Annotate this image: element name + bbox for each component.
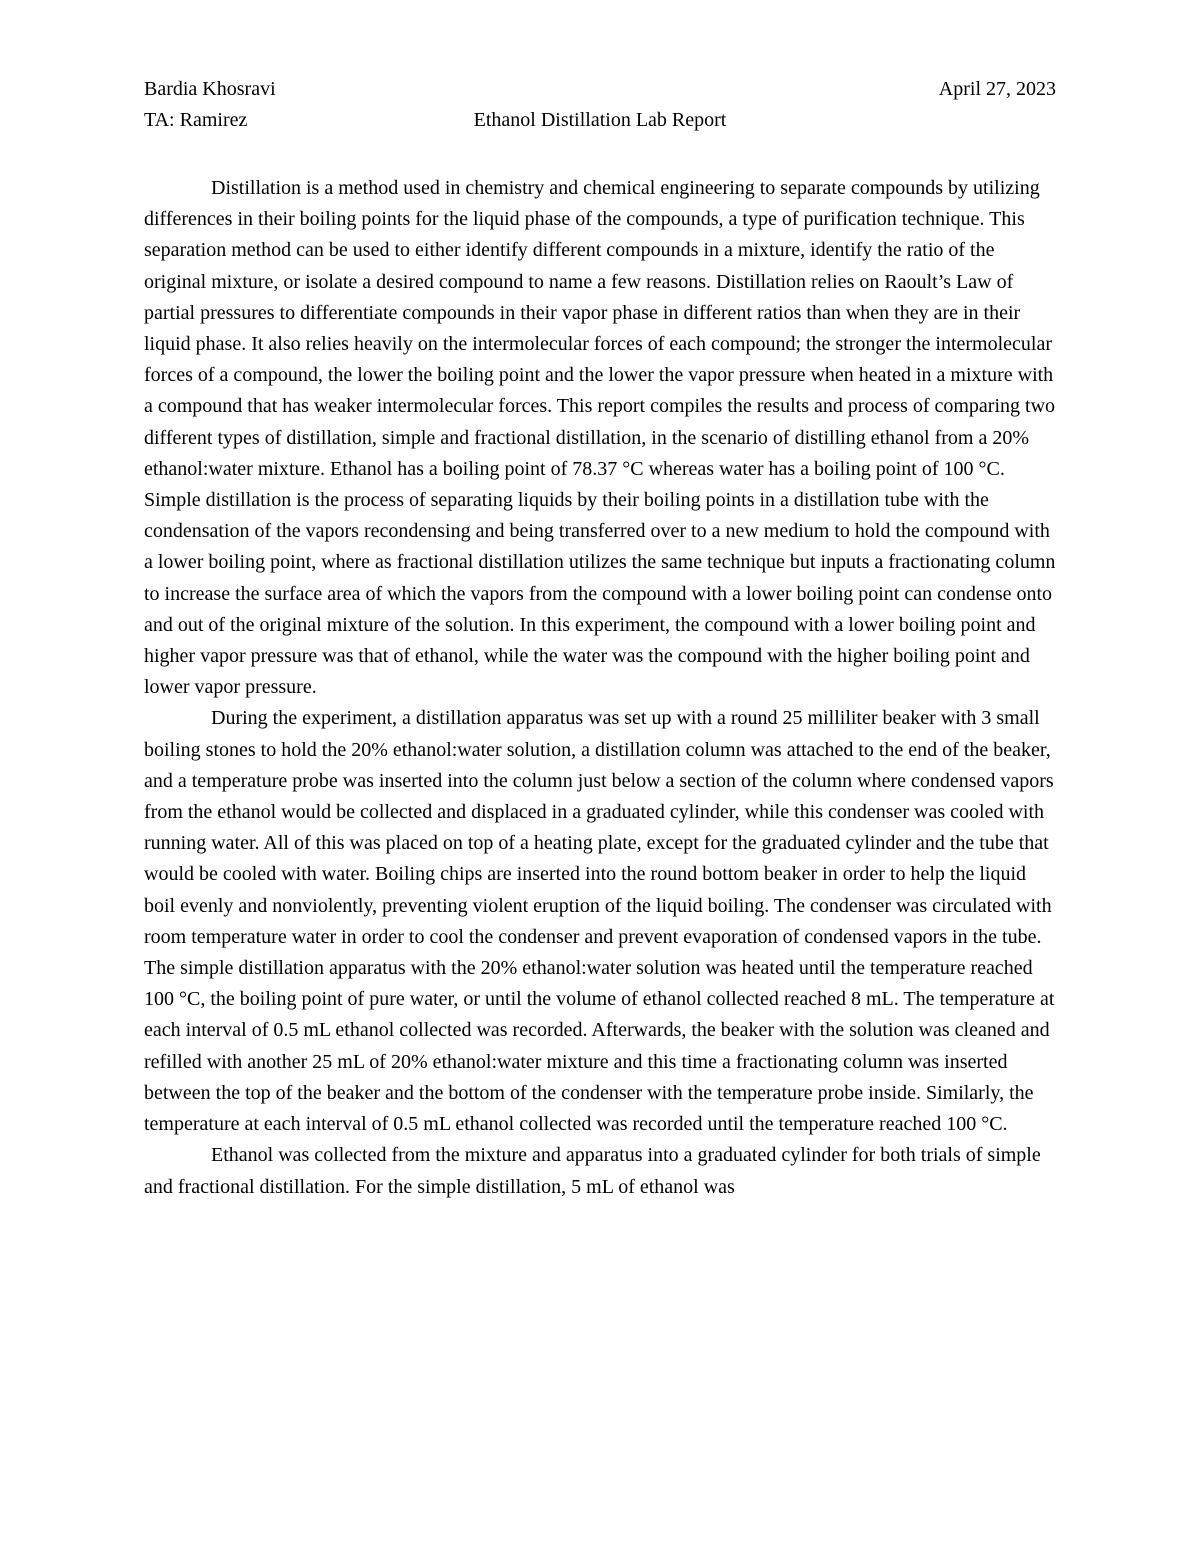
paragraph-introduction: Distillation is a method used in chemistry and chemical engineering to separate compounds by utilizing differences in their boiling points for the liquid phase of the compounds, a type of purification technique. This separation method can be used to either identify different compounds in a mixture, identify the ratio of the original mixture, or isolate a desired compound to name a few reasons. Distillation relies on Raoult’s Law of partial pressures to differentiate compounds in their vapor phase in different ratios than when they are in their liquid phase. It also relies heavily on the intermolecular forces of each compound; the stronger the intermolecular forces of a compound, the lower the boiling point and the lower the vapor pressure when heated in a mixture with a compound that has weaker intermolecular forces. This report compiles the results and process of comparing two different types of distillation, simple and fractional distillation, in the scenario of distilling ethanol from a 20% ethanol:water mixture. Ethanol has a boiling point of 78.37 °C whereas water has a boiling point of 100 °C. Simple distillation is the process of separating liquids by their boiling points in a distillation tube with the condensation of the vapors recondensing and being transferred over to a new medium to hold the compound with a lower boiling point, where as fractional distillation utilizes the same technique but inputs a fractionating column to increase the surface area of which the vapors from the compound with a lower boiling point can condense onto and out of the original mixture of the solution. In this experiment, the compound with a lower boiling point and higher vapor pressure was that of ethanol, while the water was the compound with the higher boiling point and lower vapor pressure. — [144, 177, 1056, 699]
header-row-1 — [144, 74, 1056, 105]
paragraph-results: Ethanol was collected from the mixture and apparatus into a graduated cylinder for both trials of simple and fractional distillation. For the simple distillation, 5 mL of ethanol was — [144, 1144, 1041, 1198]
document-body — [144, 173, 1060, 1203]
ta-name: TA: Ramirez — [144, 109, 248, 131]
author-name: Bardia Khosravi — [144, 78, 276, 100]
report-date: April 27, 2023 — [938, 78, 1056, 100]
paragraph-procedure: During the experiment, a distillation apparatus was set up with a round 25 milliliter beaker with 3 small boiling stones to hold the 20% ethanol:water solution, a distillation column was attached to the end of the beaker, and a temperature probe was inserted into the column just below a section of the column where condensed vapors from the ethanol would be collected and displaced in a graduated cylinder, while this condenser was cooled with running water. All of this was placed on top of a heating plate, except for the graduated cylinder and the tube that would be cooled with water. Boiling chips are inserted into the round bottom beaker in order to help the liquid boil evenly and nonviolently, preventing violent eruption of the liquid boiling. The condenser was circulated with room temperature water in order to cool the condenser and prevent evaporation of condensed vapors in the tube. The simple distillation apparatus with the 20% ethanol:water solution was heated until the temperature reached 100 °C, the boiling point of pure water, or until the volume of ethanol collected reached 8 mL. The temperature at each interval of 0.5 mL ethanol collected was recorded. Afterwards, the beaker with the solution was cleaned and refilled with another 25 mL of 20% ethanol:water mixture and this time a fractionating column was inserted between the top of the beaker and the bottom of the condenser with the temperature probe inside. Similarly, the temperature at each interval of 0.5 mL ethanol collected was recorded until the temperature reached 100 °C. — [144, 707, 1055, 1136]
report-title: Ethanol Distillation Lab Report — [473, 109, 727, 131]
document-header — [144, 74, 1056, 136]
header-row-2 — [144, 105, 1056, 136]
